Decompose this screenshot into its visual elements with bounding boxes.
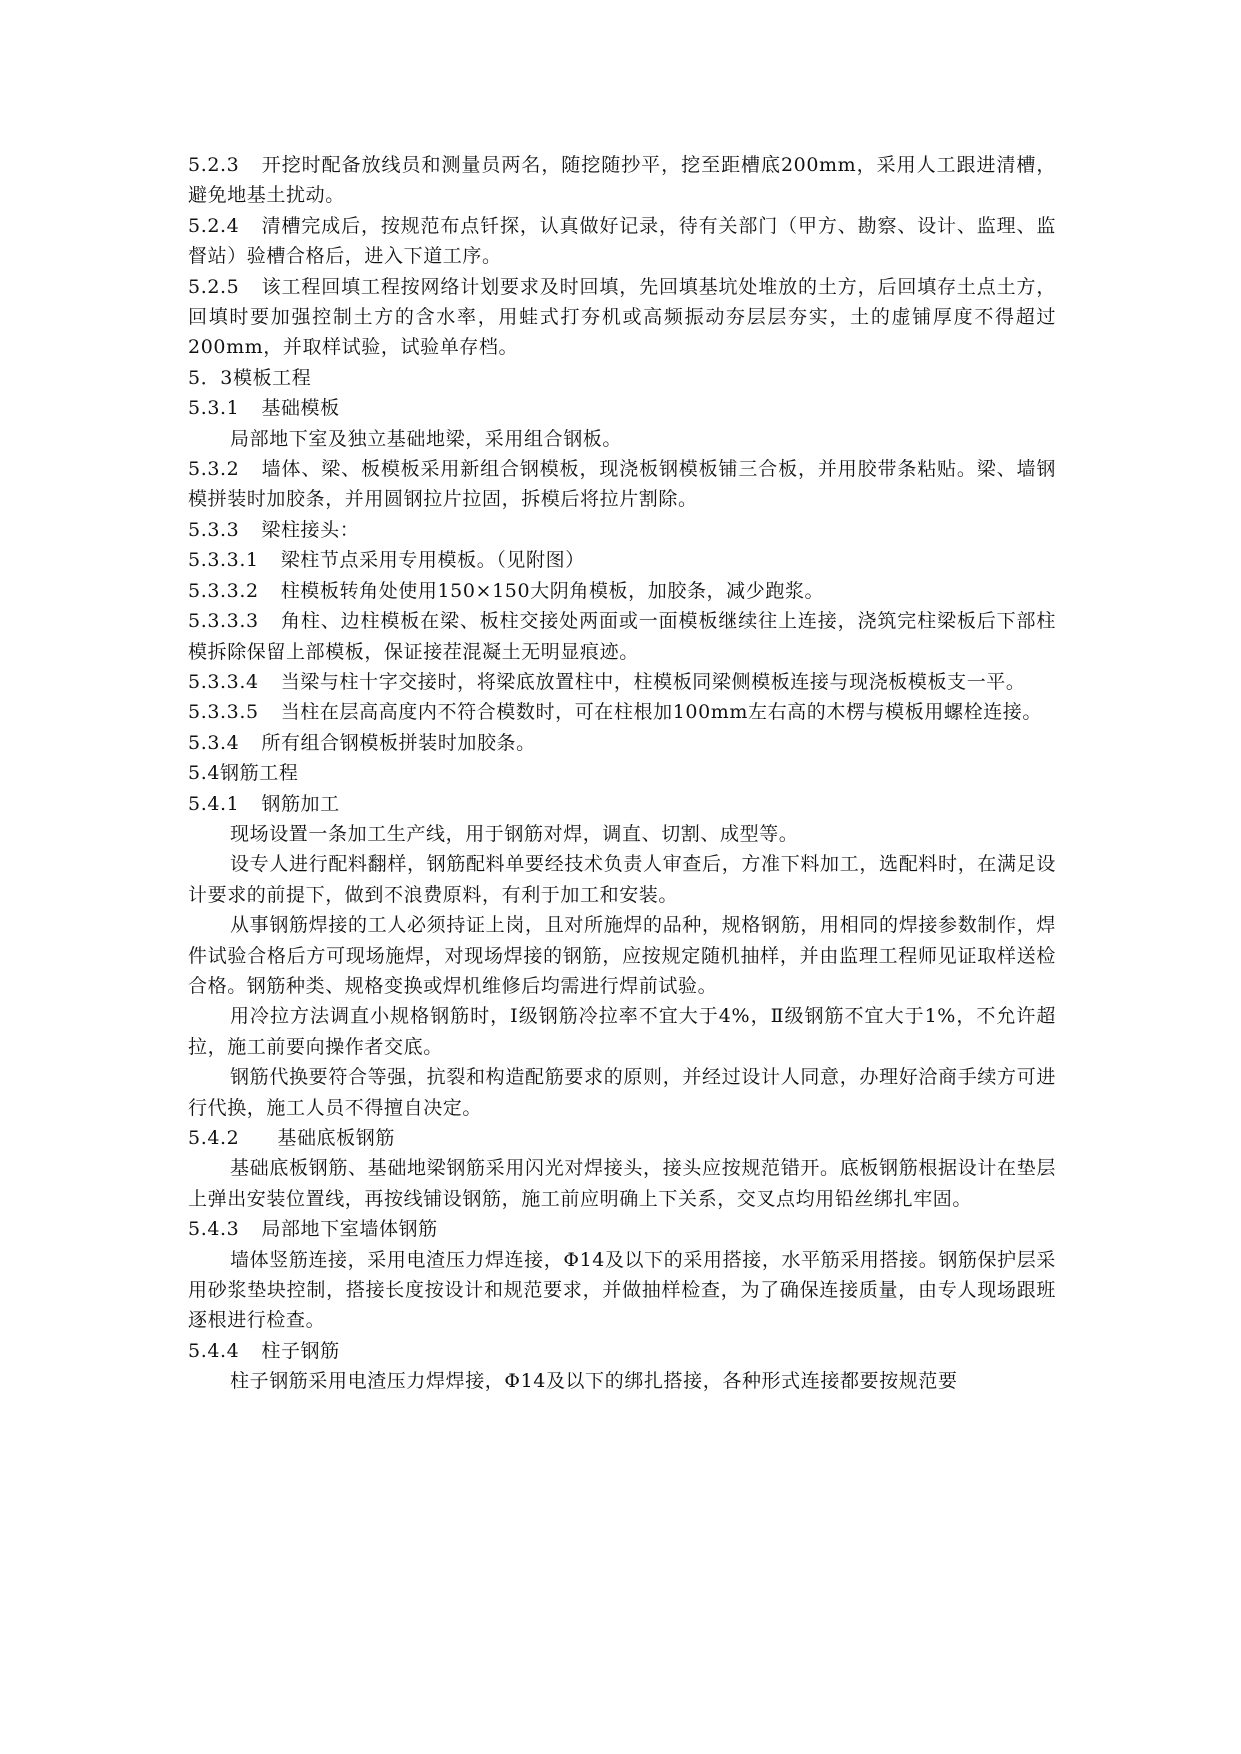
- paragraph-indented: [188, 1001, 1056, 1062]
- section-number: 5.2.4: [188, 214, 240, 237]
- document-body: [188, 150, 1056, 1397]
- section-number: 5.3.3.4: [188, 670, 259, 693]
- paragraph-indented: [188, 1366, 1056, 1396]
- section-number: 5.4.2: [188, 1127, 240, 1149]
- subheading-5-3-1: [188, 393, 1056, 423]
- paragraph-text: 当柱在层高高度内不符合模数时，可在柱根加100mm左右高的木楞与模板用螺栓连接。: [280, 701, 1042, 724]
- paragraph-text: 钢筋代换要符合等强，抗裂和构造配筋要求的原则，并经过设计人同意，办理好洽商手续方可进行代换，施工人员不得擅自决定。: [188, 1066, 1056, 1119]
- paragraph-text: 墙体竖筋连接，采用电渣压力焊连接，Φ14及以下的采用搭接，水平筋采用搭接。钢筋保护层采用砂浆垫块控制，搭接长度按设计和规范要求，并做抽样检查，为了确保连接质量，由专人现场跟班逐根进行检查。: [188, 1248, 1056, 1332]
- section-number: 5.3.2: [188, 458, 240, 481]
- section-number: 5.3.4: [188, 731, 240, 754]
- section-number: 5.3.3: [188, 518, 240, 541]
- paragraph-text: 从事钢筋焊接的工人必须持证上岗，且对所施焊的品种，规格钢筋，用相同的焊接参数制作，焊件试验合格后方可现场施焊，对现场焊接的钢筋，应按规定随机抽样，并由监理工程师见证取样送检合格。钢筋种类、规格变换或焊机维修后均需进行焊前试验。: [188, 914, 1056, 997]
- section-heading-5-4: [188, 758, 1056, 788]
- heading-text: 5.4钢筋工程: [188, 762, 299, 785]
- paragraph-text: 当梁与柱十字交接时，将梁底放置柱中，柱模板同梁侧模板连接与现浇板模板支一平。: [280, 670, 1026, 693]
- subheading-text: 梁柱接头：: [261, 518, 360, 541]
- paragraph-text: 该工程回填工程按网络计划要求及时回填，先回填基坑处堆放的土方，后回填存土点土方，回填时要加强控制土方的含水率，用蛙式打夯机或高频振动夯层层夯实，土的虚铺厚度不得超过200mm，并取样试验，试验单存档。: [188, 275, 1056, 359]
- paragraph-5-3-2: [188, 454, 1056, 515]
- paragraph-text: 柱子钢筋采用电渣压力焊焊接，Φ14及以下的绑扎搭接，各种形式连接都要按规范要: [230, 1370, 958, 1393]
- paragraph-text: 柱模板转角处使用150×150大阴角模板，加胶条，减少跑浆。: [280, 579, 825, 602]
- subheading-5-3-3: [188, 515, 1056, 545]
- paragraph-indented: [188, 910, 1056, 1001]
- section-number: 5.3.3.3: [188, 610, 259, 633]
- subheading-text: 局部地下室墙体钢筋: [261, 1218, 438, 1241]
- paragraph-text: 所有组合钢模板拼装时加胶条。: [261, 731, 536, 754]
- subheading-text: 钢筋加工: [261, 792, 340, 815]
- section-number: 5.3.3.2: [188, 579, 259, 602]
- paragraph-text: 清槽完成后，按规范布点钎探，认真做好记录，待有关部门（甲方、勘察、设计、监理、监督站）验槽合格后，进入下道工序。: [188, 214, 1056, 268]
- section-number: 5.3.3.1: [188, 549, 259, 572]
- paragraph-text: 现场设置一条加工生产线，用于钢筋对焊，调直、切割、成型等。: [230, 822, 799, 845]
- paragraph-5-2-3: [188, 150, 1056, 211]
- paragraph-indented: [188, 819, 1056, 849]
- paragraph-indented: [188, 1245, 1056, 1336]
- subheading-5-4-1: [188, 789, 1056, 819]
- section-heading-5-3: [188, 363, 1056, 393]
- paragraph-text: 设专人进行配料翻样，钢筋配料单要经技术负责人审查后，方准下料加工，选配料时，在满足设计要求的前提下，做到不浪费原料，有利于加工和安装。: [188, 853, 1056, 906]
- subheading-5-4-2: [188, 1123, 1056, 1153]
- subheading-text: 基础底板钢筋: [277, 1127, 395, 1149]
- heading-text: 5．3模板工程: [188, 366, 312, 389]
- paragraph-text: 局部地下室及独立基础地梁，采用组合钢板。: [230, 427, 623, 450]
- paragraph-5-3-3-2: [188, 576, 1056, 606]
- section-number: 5.2.3: [188, 154, 240, 176]
- section-number: 5.3.1: [188, 397, 240, 420]
- paragraph-text: 梁柱节点采用专用模板。（见附图）: [280, 549, 585, 572]
- paragraph-5-3-3-3: [188, 606, 1056, 667]
- section-number: 5.4.3: [188, 1218, 240, 1241]
- paragraph-5-3-3-4: [188, 667, 1056, 697]
- paragraph-text: 角柱、边柱模板在梁、板柱交接处两面或一面模板继续往上连接，浇筑完柱梁板后下部柱模拆除保留上部模板，保证接茬混凝土无明显痕迹。: [188, 610, 1056, 663]
- subheading-text: 基础模板: [261, 397, 340, 420]
- subheading-5-4-4: [188, 1336, 1056, 1366]
- paragraph-5-3-4: [188, 728, 1056, 758]
- paragraph-indented: [188, 1153, 1056, 1214]
- paragraph-5-2-5: [188, 272, 1056, 363]
- subheading-5-4-3: [188, 1214, 1056, 1244]
- paragraph-indented: [188, 424, 1056, 454]
- section-number: 5.3.3.5: [188, 701, 259, 724]
- section-number: 5.4.4: [188, 1339, 240, 1362]
- paragraph-text: 用冷拉方法调直小规格钢筋时，I级钢筋冷拉率不宜大于4%，Ⅱ级钢筋不宜大于1%，不允许超拉，施工前要向操作者交底。: [188, 1005, 1056, 1058]
- paragraph-text: 开挖时配备放线员和测量员两名，随挖随抄平，挖至距槽底200mm，采用人工跟进清槽，避免地基土扰动。: [188, 154, 1056, 207]
- paragraph-5-3-3-5: [188, 697, 1056, 727]
- section-number: 5.4.1: [188, 792, 240, 815]
- paragraph-indented: [188, 1062, 1056, 1123]
- paragraph-text: 墙体、梁、板模板采用新组合钢模板，现浇板钢模板铺三合板，并用胶带条粘贴。梁、墙钢模拼装时加胶条，并用圆钢拉片拉固，拆模后将拉片割除。: [188, 458, 1056, 511]
- paragraph-indented: [188, 849, 1056, 910]
- paragraph-5-2-4: [188, 211, 1056, 272]
- section-number: 5.2.5: [188, 275, 240, 298]
- paragraph-5-3-3-1: [188, 545, 1056, 575]
- subheading-text: 柱子钢筋: [261, 1339, 340, 1362]
- paragraph-text: 基础底板钢筋、基础地梁钢筋采用闪光对焊接头，接头应按规范错开。底板钢筋根据设计在垫层上弹出安装位置线，再按线铺设钢筋，施工前应明确上下关系，交叉点均用铅丝绑扎牢固。: [188, 1157, 1056, 1210]
